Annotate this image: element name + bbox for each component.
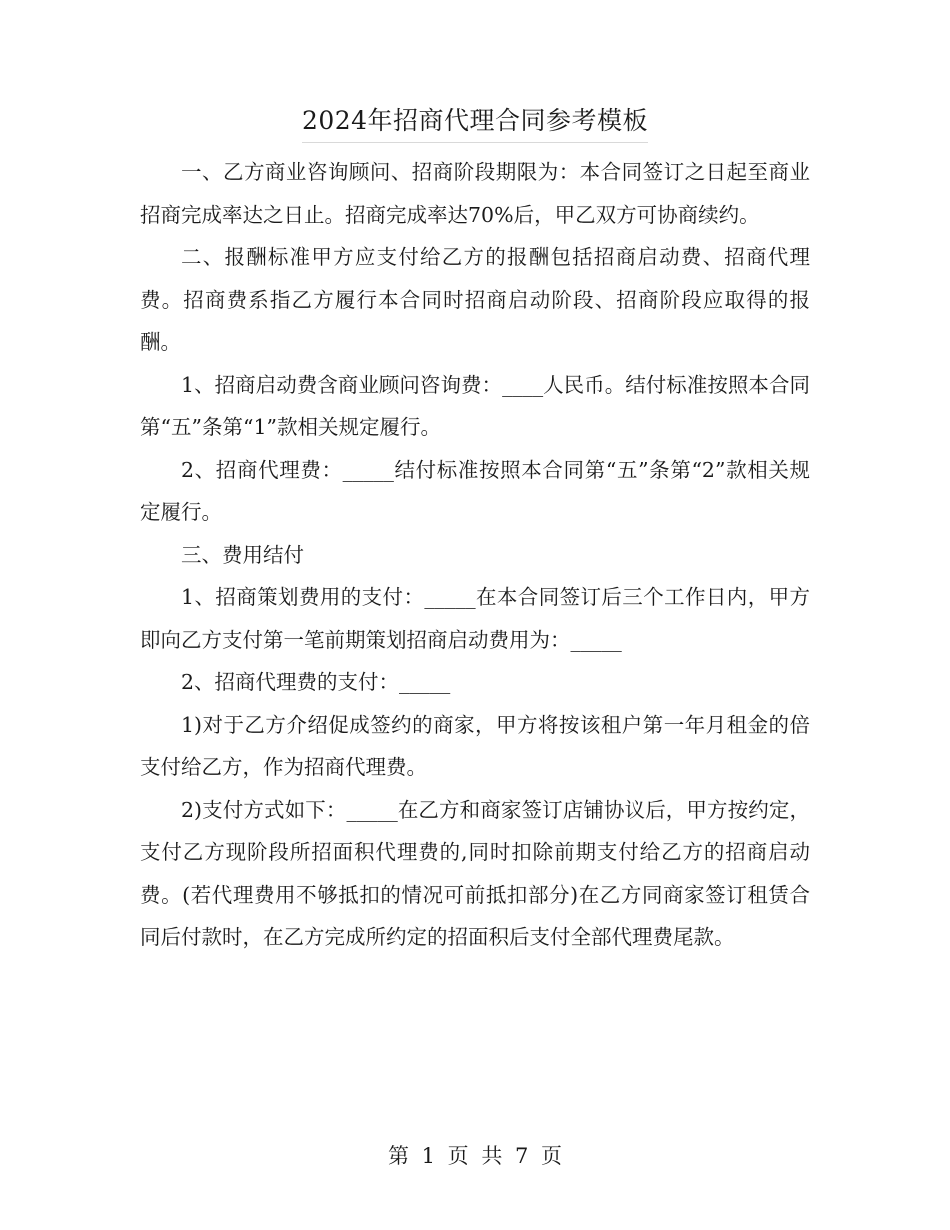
title-container — [0, 101, 950, 143]
paragraph-item-1: 1)对于乙方介绍促成签约的商家，甲方将按该租户第一年月租金的倍支付给乙方，作为招商代理费。 — [140, 712, 810, 779]
paragraph-remuneration: 二、报酬标准甲方应支付给乙方的报酬包括招商启动费、招商代理费。招商费系指乙方履行本合同时招商启动阶段、招商阶段应取得的报酬。 — [140, 245, 810, 354]
paragraph-agency-fee-payment: 2、招商代理费的支付：_____ — [181, 670, 451, 694]
page-number-footer: 第 1 页 共 7 页 — [387, 1144, 563, 1168]
paragraph-startup-fee: 1、招商启动费含商业顾问咨询费：____人民币。结付标准按照本合同第“五”条第“1”款相关规定履行。 — [140, 372, 810, 439]
paragraph-planning-fee-payment: 1、招商策划费用的支付：_____在本合同签订后三个工作日内，甲方即向乙方支付第一笔前期策划招商启动费用为：_____ — [140, 585, 810, 652]
paragraph-term: 一、乙方商业咨询顾问、招商阶段期限为：本合同签订之日起至商业招商完成率达之日止。招商完成率达70%后，甲乙双方可协商续约。 — [140, 160, 810, 227]
document-title: 2024年招商代理合同参考模板 — [302, 101, 648, 143]
section-heading-payment: 三、费用结付 — [181, 542, 304, 567]
paragraph-item-2: 2)支付方式如下：_____在乙方和商家签订店铺协议后，甲方按约定，支付乙方现阶段所招面积代理费的,同时扣除前期支付给乙方的招商启动费。(若代理费用不够抵扣的情况可前抵扣部分)在乙方同商家签订租赁合同后付款时，在乙方完成所约定的招面积后支付全部代理费尾款。 — [140, 797, 810, 949]
paragraph-agency-fee: 2、招商代理费：_____结付标准按照本合同第“五”条第“2”款相关规定履行。 — [140, 457, 810, 524]
document-body — [140, 151, 810, 959]
